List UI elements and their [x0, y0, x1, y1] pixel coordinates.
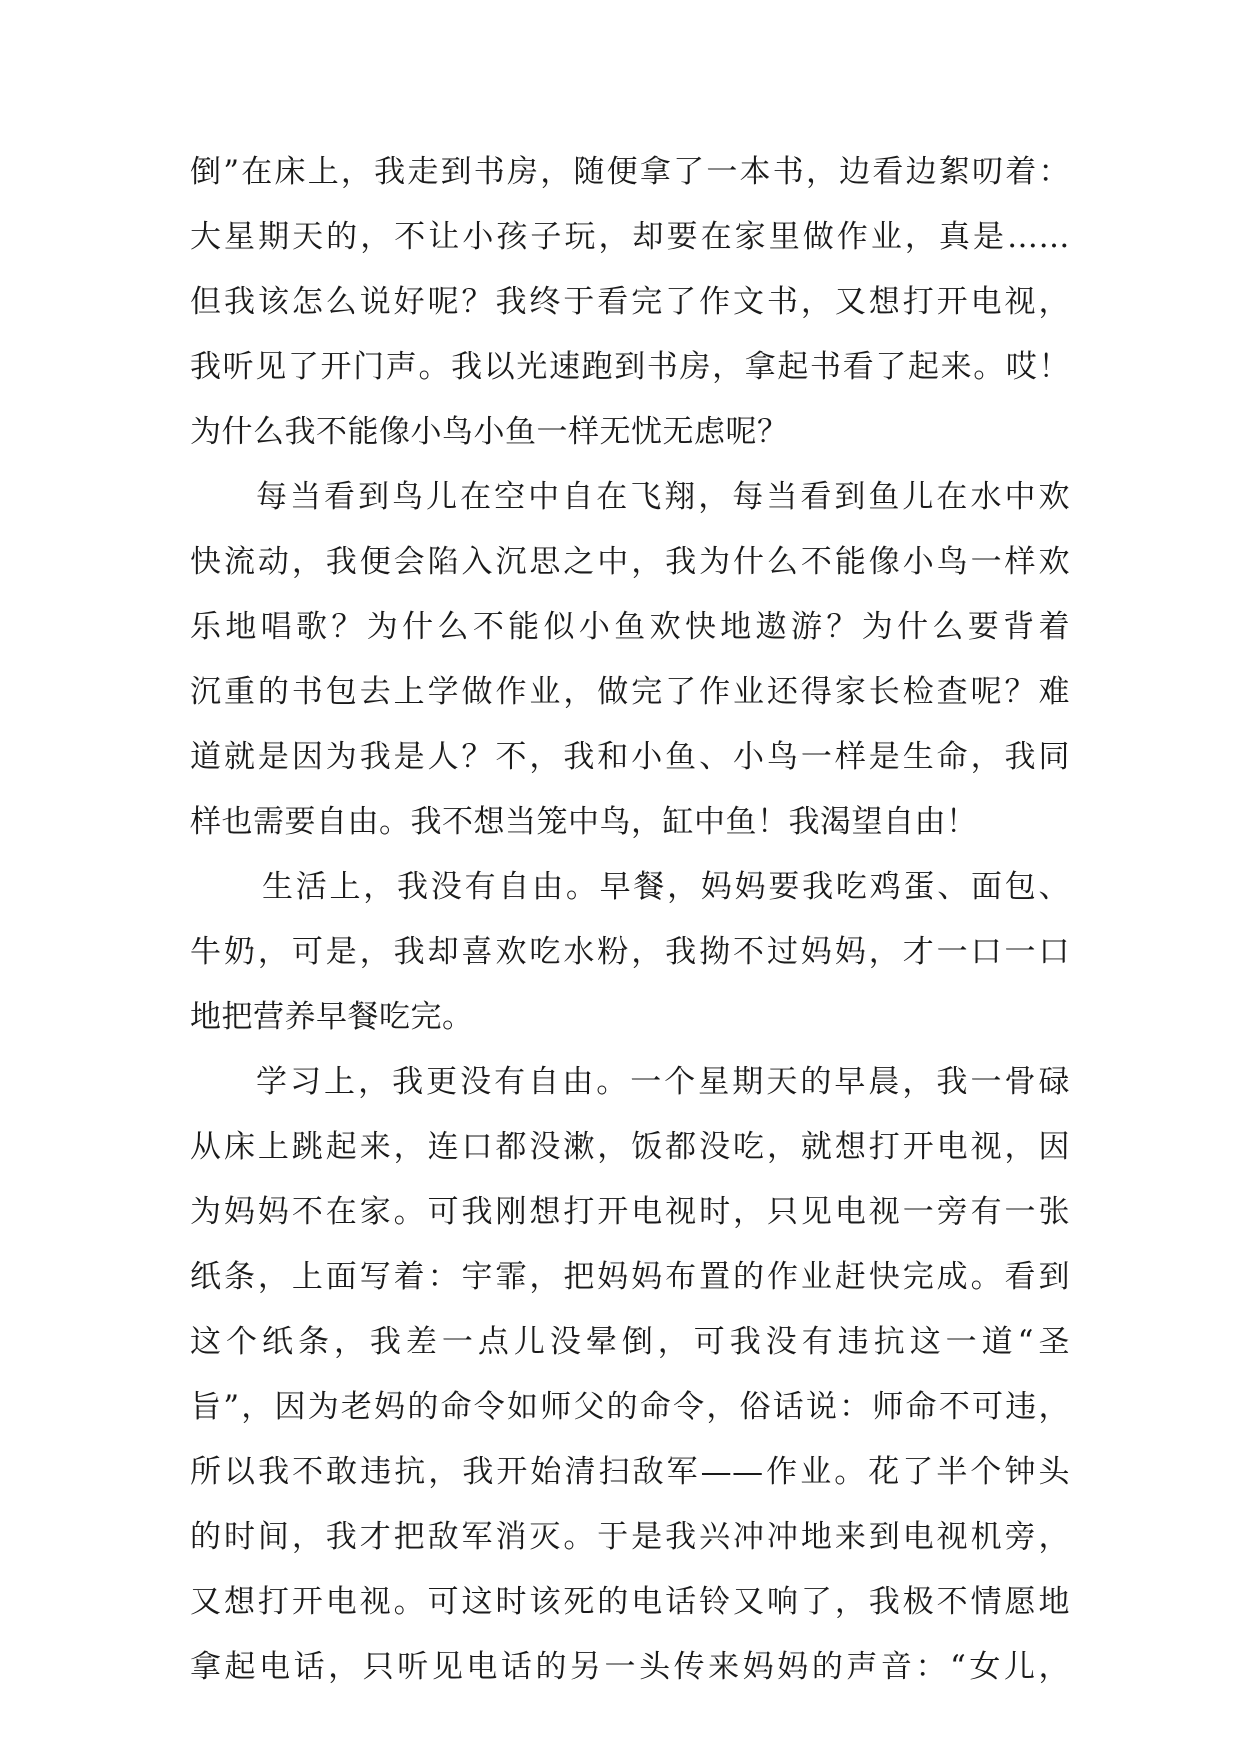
text-line: 为什么我不能像小鸟小鱼一样无忧无虑呢？ [190, 414, 789, 450]
text-line: 旨”，因为老妈的命令如师父的命令，俗话说：师命不可违， [190, 1389, 1070, 1425]
text-line: 牛奶，可是，我却喜欢吃水粉，我拗不过妈妈，才一口一口 [190, 934, 1070, 970]
text-line: 从床上跳起来，连口都没漱，饭都没吃，就想打开电视，因 [190, 1129, 1070, 1165]
text-line: 又想打开电视。可这时该死的电话铃又响了，我极不情愿地 [190, 1584, 1070, 1620]
paragraph-first-line: 生活上，我没有自由。早餐，妈妈要我吃鸡蛋、面包、 [262, 869, 1070, 905]
text-line: 倒”在床上，我走到书房，随便拿了一本书，边看边絮叨着： [190, 154, 1070, 190]
text-line: 但我该怎么说好呢？我终于看完了作文书，又想打开电视， [190, 284, 1070, 320]
text-line: 地把营养早餐吃完。 [190, 999, 474, 1035]
text-line: 大星期天的，不让小孩子玩，却要在家里做作业，真是…… [190, 219, 1070, 255]
text-line: 沉重的书包去上学做作业，做完了作业还得家长检查呢？难 [190, 674, 1070, 710]
text-line: 拿起电话，只听见电话的另一头传来妈妈的声音：“女儿， [190, 1649, 1070, 1685]
text-line: 样也需要自由。我不想当笼中鸟，缸中鱼！我渴望自由！ [190, 804, 978, 840]
text-line: 快流动，我便会陷入沉思之中，我为什么不能像小鸟一样欢 [190, 544, 1070, 580]
text-line: 道就是因为我是人？不，我和小鱼、小鸟一样是生命，我同 [190, 739, 1070, 775]
text-line: 我听见了开门声。我以光速跑到书房，拿起书看了起来。哎！ [190, 349, 1070, 385]
text-line: 纸条，上面写着：宇霏，把妈妈布置的作业赶快完成。看到 [190, 1259, 1070, 1295]
text-line: 这个纸条，我差一点儿没晕倒，可我没有违抗这一道“圣 [190, 1324, 1070, 1360]
text-line: 乐地唱歌？为什么不能似小鱼欢快地遨游？为什么要背着 [190, 609, 1070, 645]
text-line: 的时间，我才把敌军消灭。于是我兴冲冲地来到电视机旁， [190, 1519, 1070, 1555]
paragraph-first-line: 学习上，我更没有自由。一个星期天的早晨，我一骨碌 [256, 1064, 1070, 1100]
text-line: 为妈妈不在家。可我刚想打开电视时，只见电视一旁有一张 [190, 1194, 1070, 1230]
body-text [190, 140, 1070, 1700]
text-line: 所以我不敢违抗，我开始清扫敌军——作业。花了半个钟头 [190, 1454, 1070, 1490]
paragraph-first-line: 每当看到鸟儿在空中自在飞翔，每当看到鱼儿在水中欢 [256, 479, 1070, 515]
